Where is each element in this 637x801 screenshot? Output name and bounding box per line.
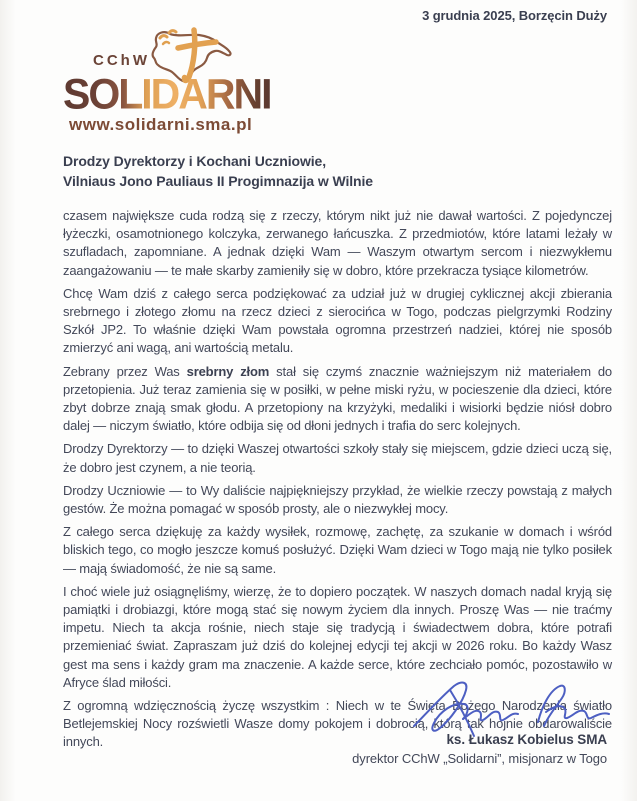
body-paragraph: Z ogromną wdzięcznością życzę wszystkim : Niech w te Święta Bożego Narodzenia światło Betlejemskiej Nocy rozświetli Wasze domy pokojem i dobrocią, którą tak hojnie obdarowaliście innych. [63, 698, 612, 750]
solidarni-logo [63, 27, 303, 135]
handwritten-signature [410, 676, 615, 738]
signer-name: ks. Łukasz Kobielus SMA [446, 732, 607, 747]
logo-abbrev: CChW [93, 52, 150, 69]
logo-website: www.solidarni.sma.pl [69, 115, 253, 134]
body-paragraph: Drodzy Uczniowie — to Wy daliście najpiękniejszy przykład, że wielkie rzeczy powstają z małych gestów. Że można pomagać w sposób prosty, ale o niezwykłej mocy. [63, 482, 612, 517]
body-paragraph: czasem największe cuda rodzą się z rzeczy, którym nikt już nie dawał wartości. Z pojedynczej łyżeczki, osamotnionego kolczyka, zerwanego łańcuszka. Z przedmiotów, które latami leżały w szufladach, zapomniane. A jednak dzięki Wam — Waszym otwartym sercom i niezwykłemu zaangażowaniu — te małe skarby zamieniły się w dobro, które przekracza tysiące kilometrów. [63, 208, 612, 278]
salutation-line-2: Vilniaus Jono Pauliaus II Progimnazija w Wilnie [63, 173, 373, 189]
dateline: 3 grudnia 2025, Borzęcin Duży [422, 8, 607, 23]
body-paragraph: Chcę Wam dziś z całego serca podziękować za udział już w drugiej cyklicznej akcji zbierania srebrnego i złotego złomu na rzecz dzieci z sierocińca w Togo, podczas pielgrzymki Rodziny Szkół JP2. To właśnie dzięki Wam powstała ogromna przestrzeń nadziei, której nie sposób zmierzyć ani wagą, ani wartością metalu. [63, 285, 612, 356]
letter-body [63, 207, 612, 757]
body-paragraph: Z całego serca dziękuję za każdy wysiłek, rozmowę, zachętę, za szukanie w domach i wśród bliskich tego, co mogło jeszcze komuś posłużyć. Dzięki Wam dzieci w Togo mają nie tylko posiłek — mają świadomość, że nie są same. [63, 524, 612, 576]
paragraph-bold-text: srebrny złom [186, 363, 270, 379]
paragraph-text: Zebrany przez Was [63, 363, 187, 379]
signature-block [307, 676, 607, 766]
salutation-line-1: Drodzy Dyrektorzy i Kochani Uczniowie, [63, 153, 327, 169]
body-paragraph: Drodzy Dyrektorzy — to dzięki Waszej otwartości szkoły stały się miejscem, gdzie dzieci uczą się, że dobro jest czynem, a nie teorią. [63, 441, 612, 475]
body-paragraph [63, 363, 612, 436]
body-paragraph: I choć wiele już osiągnęliśmy, wierzę, że to dopiero początek. W naszych domach nadal kryją się pamiątki i drobiazgi, które mogą stać się nowym życiem dla innych. Proszę Was — nie traćmy impetu. Niech ta akcja rośnie, niech staje się tradycją i świadectwem dobra, które potrafi przemieniać świat. Zapraszam już dziś do kolejnej edycji tej akcji w 2026 roku. Bo każdy Wasz gest ma sens i każdy gram ma znaczenie. A każde serce, które zechciało pomóc, pozostawiło w Afryce ślad miłości. [63, 583, 612, 690]
salutation [63, 151, 611, 191]
logo-wordmark: SOLIDARNI [63, 70, 271, 118]
paragraph-text: stał się czymś znacznie ważniejszym niż materiałem do przetopienia. Już teraz zamienia się w posiłki, w pełne miski ryżu, w pocieszenie dla dzieci, które zbyt dobrze znają smak głodu. A przetopiony na krzyżyki, medaliki i wisiorki będzie niósł dobro dalej — niczym światło, które odbija się od dłoni jednych i trafia do serc kolejnych. [63, 363, 612, 434]
signer-role: dyrektor CChW „Solidarni”, misjonarz w Togo [352, 751, 607, 766]
